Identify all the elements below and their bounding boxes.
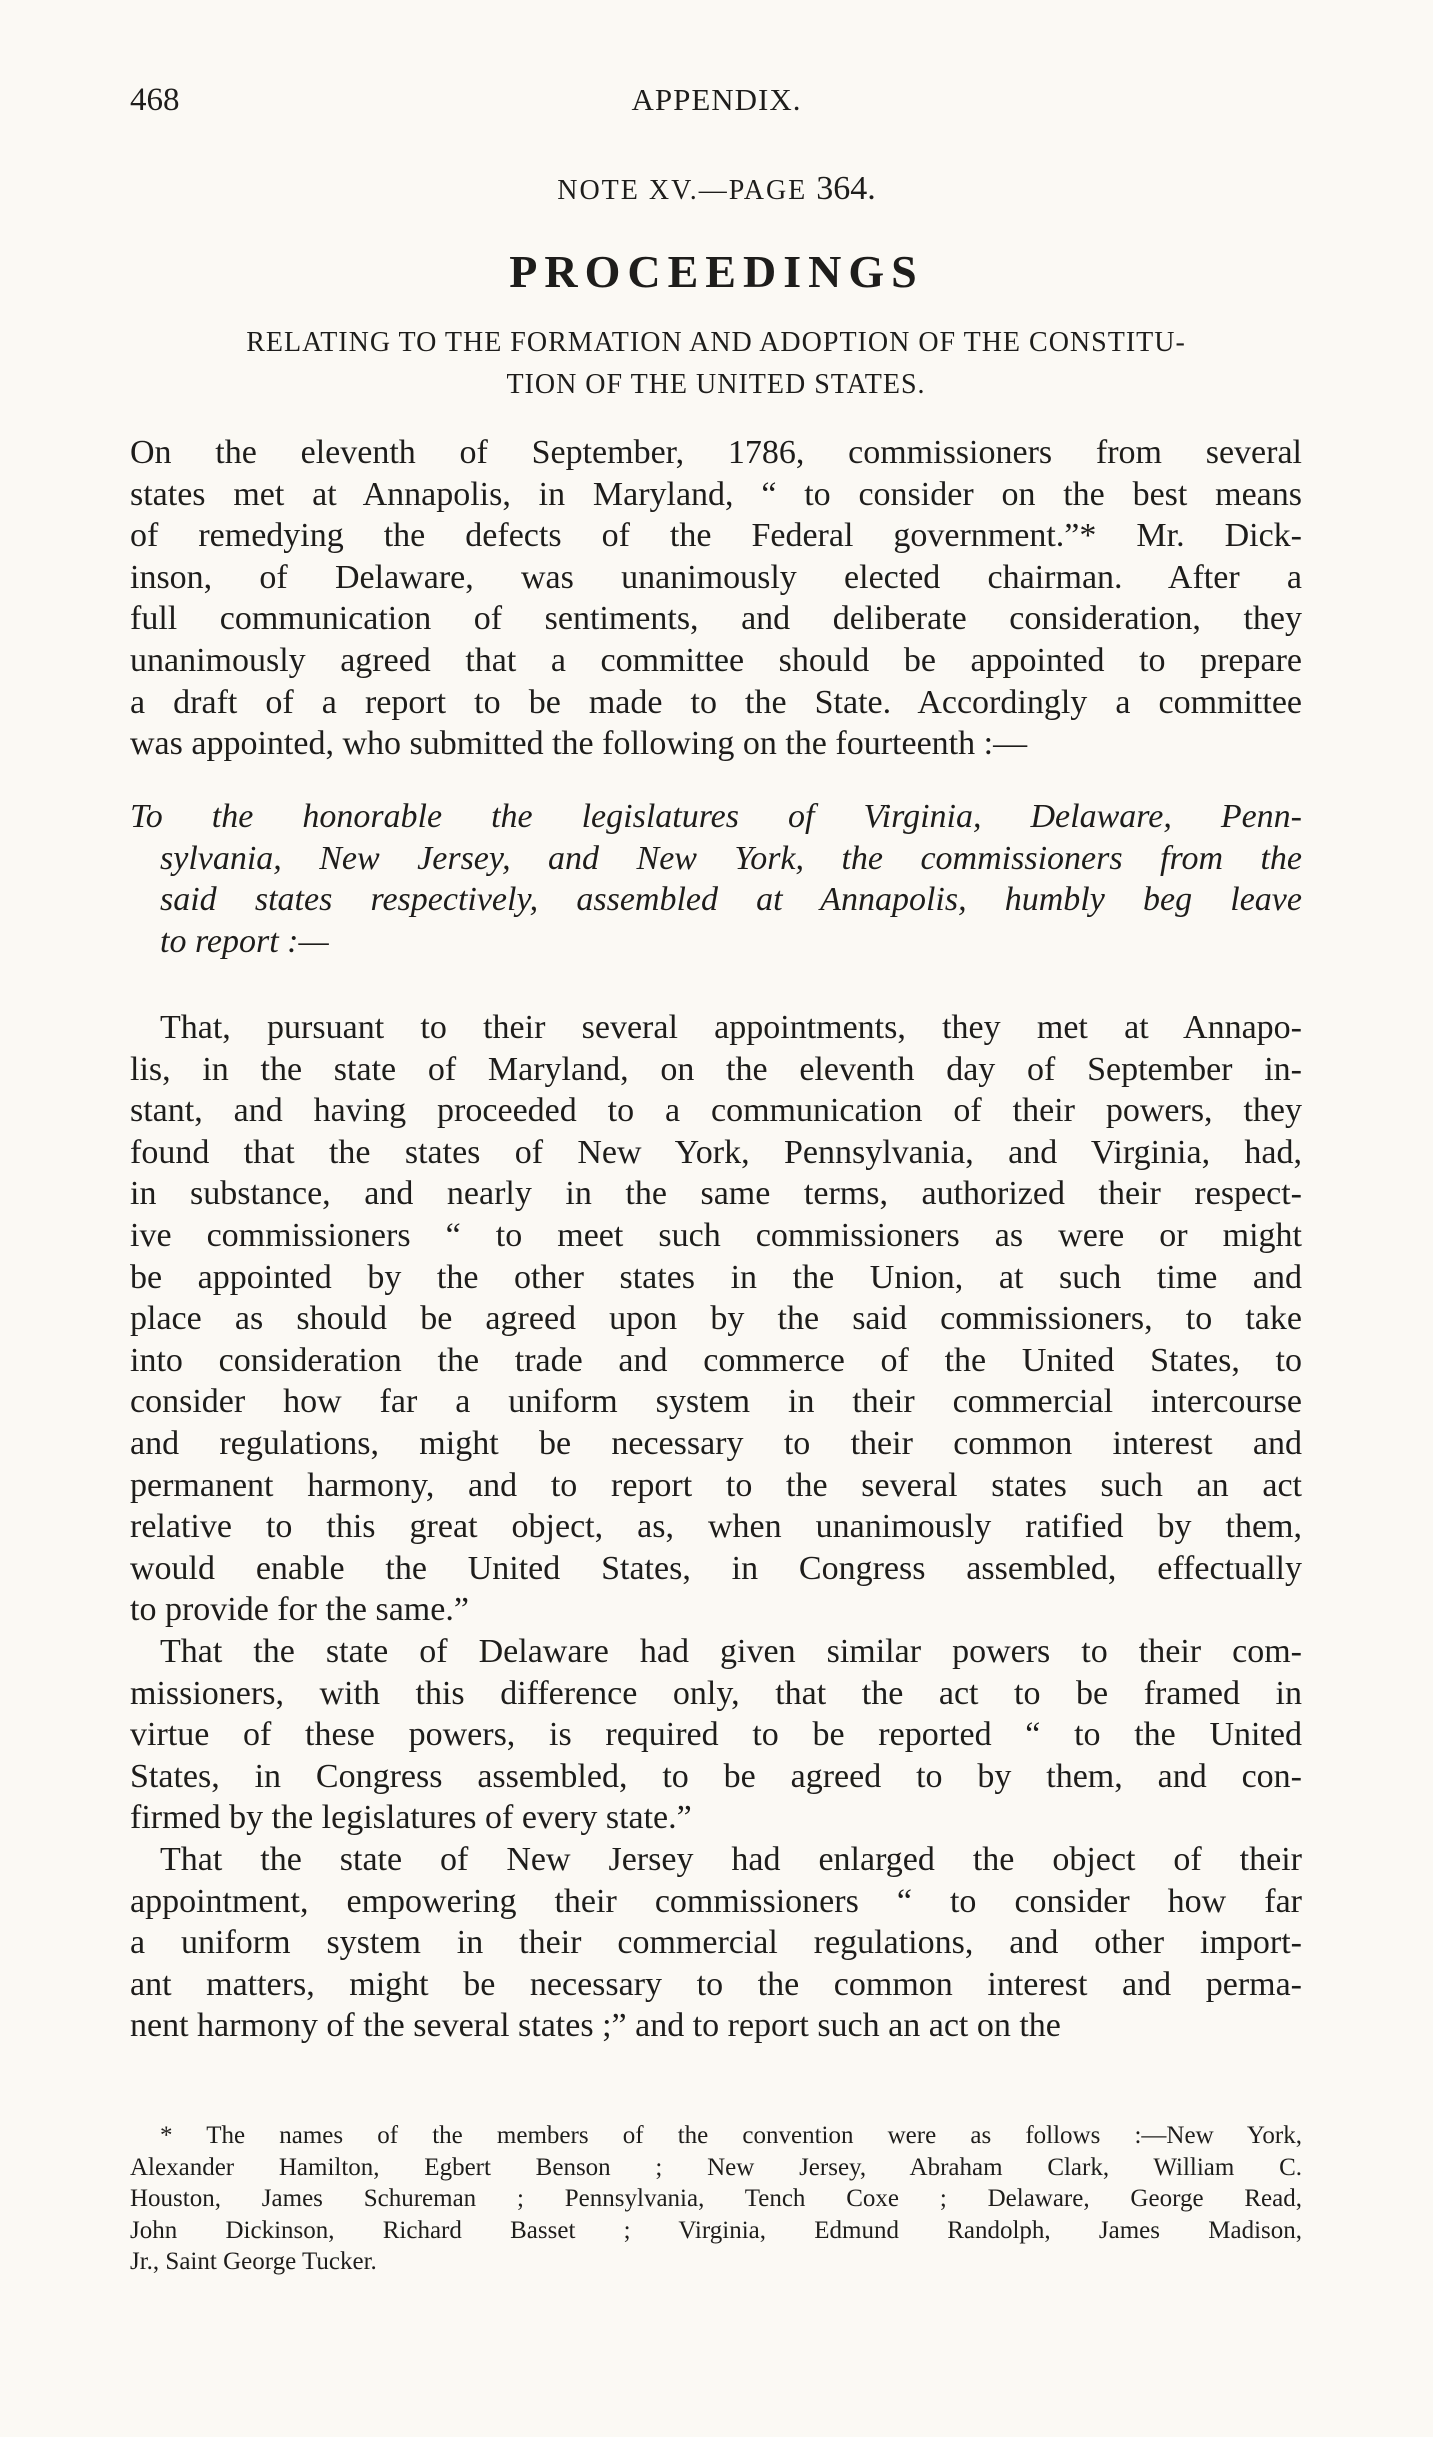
paragraph-text	[130, 796, 1302, 962]
text-line: found that the states of New York, Pennsylvania, and Virginia, had,	[130, 1133, 1302, 1171]
section-title: PROCEEDINGS	[509, 246, 924, 297]
text-line: ant matters, might be necessary to the common interest and perma-	[130, 1965, 1302, 2003]
text-line: a draft of a report to be made to the State. Accordingly a committee	[130, 683, 1302, 721]
text-line: consider how far a uniform system in their commercial intercourse	[130, 1383, 1302, 1421]
text-line: virtue of these powers, is required to be reported “ to the United	[130, 1716, 1302, 1754]
text-line: in substance, and nearly in the same terms, authorized their respect-	[130, 1175, 1302, 1213]
text-line: a uniform system in their commercial regulations, and other import-	[130, 1924, 1302, 1962]
page-number: 468	[130, 82, 180, 118]
text-line: To the honorable the legislatures of Virginia, Delaware, Penn-	[130, 798, 1302, 835]
subtitle-line: TION OF THE UNITED STATES.	[506, 369, 926, 400]
text-line: That the state of New Jersey had enlarged the object of their	[160, 1841, 1302, 1878]
text-line: to report :—	[160, 922, 329, 960]
footnote-text	[130, 2120, 1302, 2278]
text-line: full communication of sentiments, and deliberate consideration, they	[130, 600, 1302, 638]
address-paragraph	[130, 796, 1302, 962]
body-paragraph	[130, 1631, 1302, 1839]
text-line: That the state of Delaware had given similar powers to their com-	[160, 1633, 1302, 1670]
text-line: into consideration the trade and commerce of the United States, to	[130, 1341, 1302, 1379]
note-label: NOTE XV.—PAGE	[557, 175, 808, 206]
text-line: States, in Congress assembled, to be agreed to by them, and con-	[130, 1757, 1302, 1795]
note-page: 364.	[816, 170, 876, 207]
text-line: stant, and having proceeded to a communication of their powers, they	[130, 1092, 1302, 1130]
text-line: John Dickinson, Richard Basset ; Virginia, Edmund Randolph, James Madison,	[130, 2216, 1302, 2244]
text-line: sylvania, New Jersey, and New York, the commissioners from the	[160, 839, 1302, 877]
text-line: Alexander Hamilton, Egbert Benson ; New Jersey, Abraham Clark, William C.	[130, 2153, 1302, 2181]
footnote	[130, 2120, 1302, 2278]
text-line: unanimously agreed that a committee should be appointed to prepare	[130, 641, 1302, 679]
subtitle-line: RELATING TO THE FORMATION AND ADOPTION OF THE CONSTITU-	[246, 327, 1186, 358]
text-line: Jr., Saint George Tucker.	[130, 2248, 377, 2275]
intro-paragraph	[130, 432, 1302, 765]
text-line: and regulations, might be necessary to their common interest and	[130, 1424, 1302, 1462]
text-line: missioners, with this difference only, that the act to be framed in	[130, 1674, 1302, 1712]
body-paragraph	[130, 1839, 1302, 2047]
text-line: be appointed by the other states in the Union, at such time and	[130, 1258, 1302, 1296]
text-line: place as should be agreed upon by the said commissioners, to take	[130, 1300, 1302, 1338]
text-line: to provide for the same.”	[130, 1591, 469, 1629]
text-line: of remedying the defects of the Federal government.”* Mr. Dick-	[130, 517, 1302, 555]
text-line: relative to this great object, as, when unanimously ratified by them,	[130, 1508, 1302, 1546]
text-line: On the eleventh of September, 1786, commissioners from several	[130, 434, 1302, 471]
body-paragraph	[130, 1007, 1302, 1631]
text-line: Houston, James Schureman ; Pennsylvania, Tench Coxe ; Delaware, George Read,	[130, 2185, 1302, 2212]
paragraph-text	[130, 1007, 1302, 1631]
text-line: said states respectively, assembled at Annapolis, humbly beg leave	[160, 881, 1302, 919]
running-head: APPENDIX.	[631, 82, 802, 117]
paragraph-text	[130, 432, 1302, 765]
text-line: * The names of the members of the convention were as follows :—New York,	[160, 2122, 1302, 2149]
text-line: nent harmony of the several states ;” and to report such an act on the	[130, 2007, 1061, 2045]
paragraph-text	[130, 1839, 1302, 2047]
text-line: permanent harmony, and to report to the several states such an act	[130, 1466, 1302, 1504]
section-subtitle	[130, 322, 1302, 406]
text-line: would enable the United States, in Congress assembled, effectually	[130, 1549, 1302, 1587]
text-line: appointment, empowering their commissioners “ to consider how far	[130, 1882, 1302, 1920]
text-line: That, pursuant to their several appointments, they met at Annapo-	[160, 1009, 1302, 1046]
note-heading	[0, 170, 1433, 208]
text-line: lis, in the state of Maryland, on the eleventh day of September in-	[130, 1050, 1302, 1088]
text-line: firmed by the legislatures of every state.”	[130, 1799, 692, 1837]
text-line: inson, of Delaware, was unanimously elected chairman. After a	[130, 558, 1302, 596]
paragraph-text	[130, 1631, 1302, 1839]
text-line: was appointed, who submitted the following on the fourteenth :—	[130, 725, 1028, 763]
text-line: ive commissioners “ to meet such commissioners as were or might	[130, 1216, 1302, 1254]
text-line: states met at Annapolis, in Maryland, “ to consider on the best means	[130, 475, 1302, 513]
